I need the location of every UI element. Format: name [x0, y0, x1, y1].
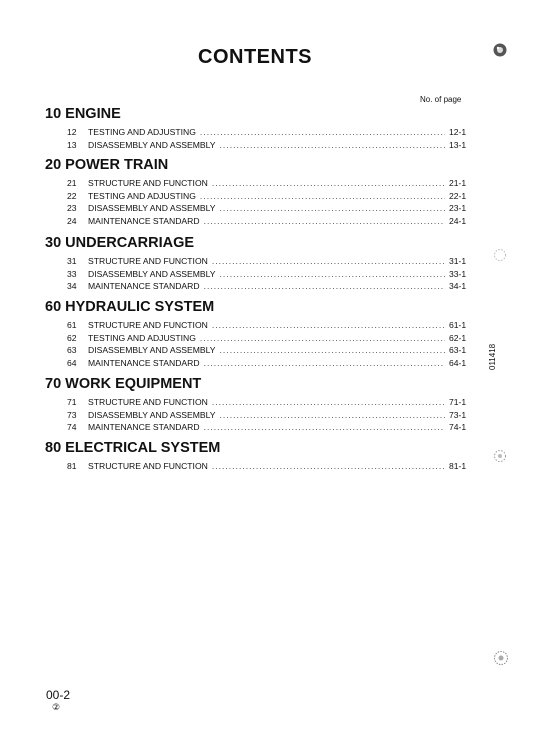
- toc-entry[interactable]: [45, 319, 475, 332]
- entry-page: 21-1: [449, 178, 467, 188]
- toc-entry[interactable]: [45, 460, 475, 473]
- entry-page: 34-1: [449, 281, 467, 292]
- toc-entry[interactable]: [45, 409, 475, 422]
- dot-leader: [200, 332, 445, 345]
- entry-page: 62-1: [449, 332, 467, 343]
- entry-page: 73-1: [449, 409, 467, 420]
- section-electrical-system: [45, 440, 475, 473]
- toc-entry[interactable]: [45, 396, 475, 409]
- entry-page: 71-1: [449, 397, 467, 407]
- entry-page: 22-1: [449, 190, 467, 201]
- dot-leader: [200, 190, 445, 203]
- dot-leader: [204, 280, 445, 293]
- entry-page: 31-1: [449, 256, 467, 266]
- entry-label: DISASSEMBLY AND ASSEMBLY: [88, 345, 216, 356]
- entry-number: 34: [67, 281, 77, 292]
- dot-leader: [200, 126, 445, 139]
- entry-page: 64-1: [449, 357, 467, 368]
- entry-label: STRUCTURE AND FUNCTION: [88, 178, 208, 188]
- toc-entry[interactable]: [45, 344, 475, 357]
- entry-label: MAINTENANCE STANDARD: [88, 281, 200, 292]
- toc-entry[interactable]: [45, 215, 475, 228]
- dot-leader: [220, 409, 445, 422]
- entry-page: 12-1: [449, 127, 467, 137]
- entry-label: TESTING AND ADJUSTING: [88, 190, 196, 201]
- toc-entry[interactable]: [45, 139, 475, 152]
- toc-entry[interactable]: [45, 268, 475, 281]
- entry-number: 33: [67, 268, 77, 279]
- entry-number: 12: [67, 127, 77, 137]
- dot-leader: [212, 319, 445, 332]
- entry-number: 21: [67, 178, 77, 188]
- toc-entry[interactable]: [45, 332, 475, 345]
- dot-leader: [220, 344, 445, 357]
- dot-leader: [204, 357, 445, 370]
- entry-number: 22: [67, 190, 77, 201]
- page-title: CONTENTS: [198, 46, 312, 68]
- entry-number: 61: [67, 320, 77, 330]
- revision-mark: ②: [52, 702, 61, 712]
- section-heading: 60 HYDRAULIC SYSTEM: [45, 299, 215, 315]
- dot-leader: [220, 139, 445, 152]
- toc-entry[interactable]: [45, 280, 475, 293]
- dot-leader: [220, 202, 445, 215]
- dot-leader: [212, 396, 445, 409]
- dot-leader: [204, 421, 445, 434]
- entry-number: 62: [67, 332, 77, 343]
- entry-number: 63: [67, 345, 77, 356]
- dot-leader: [212, 460, 445, 473]
- dot-leader: [212, 255, 445, 268]
- section-heading: 20 POWER TRAIN: [45, 157, 169, 173]
- binding-hole-mark-icon: [493, 248, 507, 262]
- entry-label: TESTING AND ADJUSTING: [88, 127, 196, 137]
- section-engine: [45, 106, 475, 151]
- entry-page: 33-1: [449, 268, 467, 279]
- entry-label: DISASSEMBLY AND ASSEMBLY: [88, 268, 216, 279]
- toc-entry[interactable]: [45, 255, 475, 268]
- entry-label: STRUCTURE AND FUNCTION: [88, 397, 208, 407]
- entry-page: 81-1: [449, 461, 467, 471]
- entry-number: 31: [67, 256, 77, 266]
- entry-page: 24-1: [449, 215, 467, 226]
- page-number-column-header: No. of page: [420, 95, 462, 104]
- entry-label: STRUCTURE AND FUNCTION: [88, 256, 208, 266]
- entry-page: 23-1: [449, 203, 467, 214]
- entry-label: STRUCTURE AND FUNCTION: [88, 461, 208, 471]
- section-hydraulic-system: [45, 299, 475, 369]
- entry-label: DISASSEMBLY AND ASSEMBLY: [88, 203, 216, 214]
- dot-leader: [204, 215, 445, 228]
- entry-label: DISASSEMBLY AND ASSEMBLY: [88, 409, 216, 420]
- toc-entry[interactable]: [45, 421, 475, 434]
- entry-page: 74-1: [449, 422, 467, 433]
- entry-number: 24: [67, 215, 77, 226]
- entry-number: 74: [67, 422, 77, 433]
- toc-entry[interactable]: [45, 357, 475, 370]
- binding-hole-mark-icon: [492, 42, 508, 58]
- entry-number: 71: [67, 397, 77, 407]
- section-heading: 10 ENGINE: [45, 106, 121, 122]
- page-code: 00-2: [46, 688, 71, 702]
- dot-leader: [220, 268, 445, 281]
- entry-page: 13-1: [449, 139, 467, 150]
- section-power-train: [45, 157, 475, 227]
- entry-number: 81: [67, 461, 77, 471]
- entry-label: MAINTENANCE STANDARD: [88, 215, 200, 226]
- toc-entry[interactable]: [45, 202, 475, 215]
- entry-page: 61-1: [449, 320, 467, 330]
- entry-number: 64: [67, 357, 77, 368]
- entry-label: DISASSEMBLY AND ASSEMBLY: [88, 139, 216, 150]
- entry-number: 13: [67, 139, 77, 150]
- entry-label: MAINTENANCE STANDARD: [88, 357, 200, 368]
- binding-hole-mark-icon: [493, 449, 507, 463]
- entry-page: 63-1: [449, 345, 467, 356]
- side-document-code: 011418: [488, 343, 497, 370]
- entry-number: 73: [67, 409, 77, 420]
- section-undercarriage: [45, 235, 475, 293]
- toc-entry[interactable]: [45, 126, 475, 139]
- binding-hole-mark-icon: [493, 650, 509, 666]
- entry-label: TESTING AND ADJUSTING: [88, 332, 196, 343]
- section-heading: 80 ELECTRICAL SYSTEM: [45, 440, 221, 456]
- section-heading: 30 UNDERCARRIAGE: [45, 235, 195, 251]
- toc-entry[interactable]: [45, 190, 475, 203]
- entry-number: 23: [67, 203, 77, 214]
- entry-label: MAINTENANCE STANDARD: [88, 422, 200, 433]
- section-heading: 70 WORK EQUIPMENT: [45, 376, 202, 392]
- section-work-equipment: [45, 376, 475, 434]
- dot-leader: [212, 177, 445, 190]
- entry-label: STRUCTURE AND FUNCTION: [88, 320, 208, 330]
- toc-entry[interactable]: [45, 177, 475, 190]
